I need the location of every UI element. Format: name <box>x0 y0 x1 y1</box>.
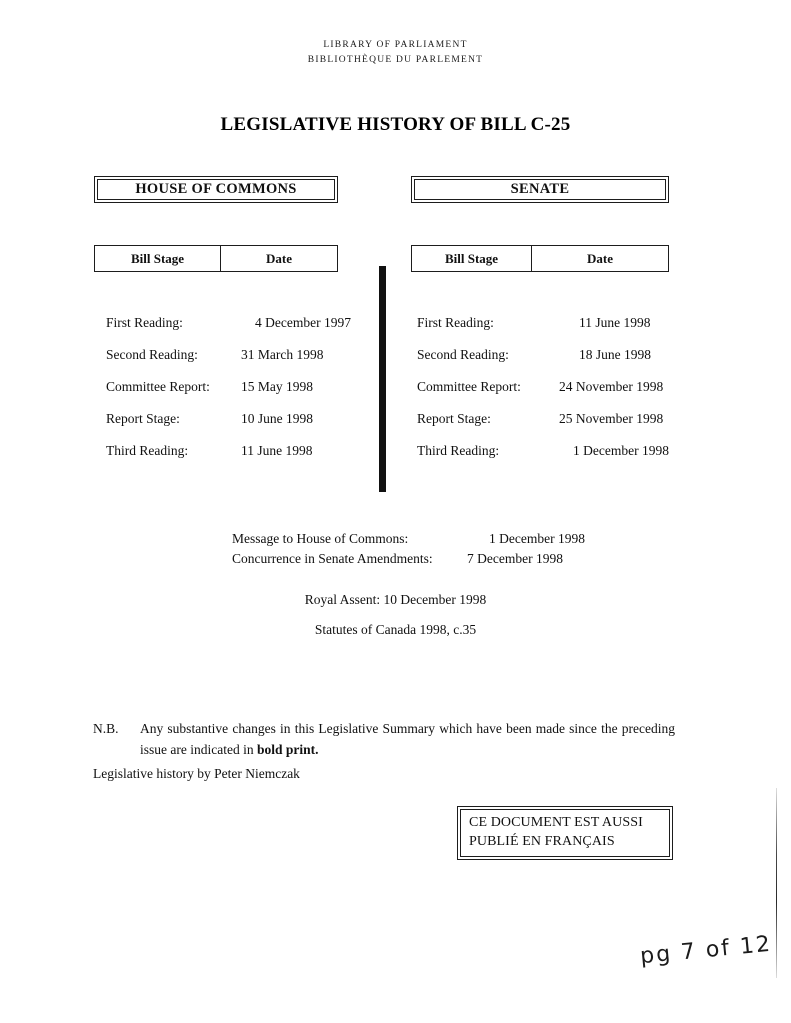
royal-assent-line: Royal Assent: 10 December 1998 <box>304 592 487 607</box>
table-row <box>106 339 356 371</box>
chamber-heading-senate <box>411 176 669 203</box>
message-date: 7 December 1998 <box>467 551 563 566</box>
masthead <box>0 38 791 68</box>
french-notice-line-1: CE DOCUMENT EST AUSSI <box>469 815 643 830</box>
stage-label: First Reading: <box>106 315 183 330</box>
table-row <box>417 339 687 371</box>
scan-edge-artifact <box>776 788 777 978</box>
stage-label: Second Reading: <box>106 347 198 362</box>
author-line: Legislative history by Peter Niemczak <box>93 766 300 781</box>
column-divider-rule <box>379 266 386 492</box>
stage-label: Report Stage: <box>106 411 180 426</box>
message-label: Concurrence in Senate Amendments: <box>232 551 433 566</box>
column-header-bill-stage-commons: Bill Stage <box>95 246 221 271</box>
french-publication-notice <box>457 806 673 860</box>
message-date: 1 December 1998 <box>489 531 585 546</box>
chamber-heading-commons-inner <box>97 179 335 200</box>
message-block <box>232 529 652 569</box>
stage-date: 24 November 1998 <box>559 379 664 394</box>
table-row <box>106 435 356 467</box>
stage-list-senate <box>417 307 687 467</box>
stage-date: 10 June 1998 <box>241 411 313 426</box>
table-header-commons <box>94 245 338 272</box>
chamber-heading-senate-inner <box>414 179 666 200</box>
chamber-heading-senate-label: SENATE <box>510 181 570 197</box>
statutes-citation-line: Statutes of Canada 1998, c.35 <box>314 622 477 637</box>
message-label: Message to House of Commons: <box>232 531 409 546</box>
stage-label: Committee Report: <box>106 379 210 394</box>
masthead-line-english: LIBRARY OF PARLIAMENT <box>323 40 468 50</box>
table-row <box>106 371 356 403</box>
french-notice-line-2: PUBLIÉ EN FRANÇAIS <box>469 834 615 849</box>
table-header-senate <box>411 245 669 272</box>
stage-date: 4 December 1997 <box>255 315 351 330</box>
stage-label: First Reading: <box>417 315 494 330</box>
chamber-heading-commons <box>94 176 338 203</box>
french-publication-notice-inner <box>460 809 670 857</box>
nb-tag: N.B. <box>93 721 119 736</box>
column-header-bill-stage-senate: Bill Stage <box>412 246 532 271</box>
page-title: LEGISLATIVE HISTORY OF BILL C-25 <box>220 114 571 135</box>
nb-body <box>140 718 675 760</box>
nb-text: Any substantive changes in this Legislative Summary which have been made since the preceding issue are indicated in <box>140 721 675 757</box>
stage-label: Second Reading: <box>417 347 509 362</box>
stage-label: Third Reading: <box>417 443 500 458</box>
table-row <box>106 403 356 435</box>
stage-list-commons <box>106 307 356 467</box>
message-row <box>232 549 652 569</box>
stage-date: 25 November 1998 <box>559 411 664 426</box>
stage-date: 11 June 1998 <box>579 315 651 330</box>
message-row <box>232 529 652 549</box>
nb-bold-text: bold print. <box>256 742 319 757</box>
handwritten-page-annotation: pg 7 of 12 <box>639 931 774 970</box>
table-row <box>417 403 687 435</box>
column-header-date-commons: Date <box>266 250 292 266</box>
nb-note <box>93 718 675 760</box>
stage-date: 1 December 1998 <box>573 443 669 458</box>
column-header-date-senate: Date <box>587 250 613 266</box>
stage-label: Committee Report: <box>417 379 521 394</box>
table-row <box>417 307 687 339</box>
stage-date: 18 June 1998 <box>579 347 651 362</box>
stage-label: Third Reading: <box>106 443 189 458</box>
stage-label: Report Stage: <box>417 411 491 426</box>
stage-date: 31 March 1998 <box>241 347 324 362</box>
chamber-heading-commons-label: HOUSE OF COMMONS <box>135 181 297 197</box>
table-row <box>417 371 687 403</box>
stage-date: 11 June 1998 <box>241 443 313 458</box>
table-row <box>417 435 687 467</box>
masthead-line-french: BIBLIOTHÈQUE DU PARLEMENT <box>307 55 484 65</box>
stage-date: 15 May 1998 <box>241 379 313 394</box>
table-row <box>106 307 356 339</box>
